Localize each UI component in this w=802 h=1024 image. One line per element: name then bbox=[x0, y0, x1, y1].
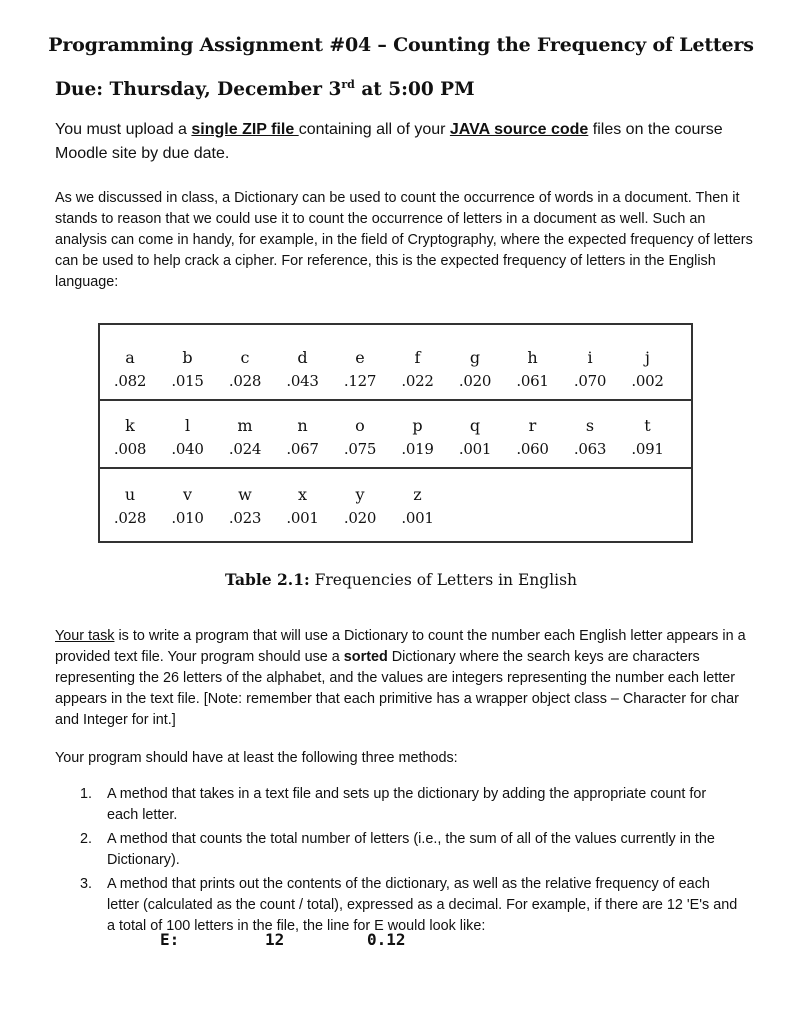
zip-emphasis: single ZIP file bbox=[191, 121, 299, 138]
letter-cell bbox=[277, 411, 329, 467]
letter-label: h bbox=[527, 348, 538, 367]
task-text-2: Dictionary where the search keys are characters representing the 26 letters of the alphabet, and the values are integers representing the number each letter appears in the text file. [Note: remember that each primitive has a wrapper object class – Character for char and Integer for int.] bbox=[55, 649, 739, 728]
letter-label: f bbox=[414, 348, 421, 367]
letter-cell bbox=[104, 343, 156, 399]
letter-frequency: .020 bbox=[458, 372, 492, 390]
letter-label: l bbox=[184, 416, 191, 435]
letter-label: k bbox=[125, 416, 135, 435]
letter-label: a bbox=[125, 348, 135, 367]
due-date-line bbox=[55, 78, 475, 100]
table-row bbox=[100, 343, 691, 401]
letter-cell bbox=[162, 411, 214, 467]
letter-cell bbox=[162, 480, 214, 536]
letter-label: i bbox=[587, 348, 593, 367]
letter-cell bbox=[334, 411, 386, 467]
letter-frequency: .002 bbox=[631, 372, 664, 390]
methods-intro: Your program should have at least the following three methods: bbox=[55, 750, 458, 766]
letter-frequency: .001 bbox=[286, 509, 319, 527]
due-label: Due: bbox=[55, 79, 104, 100]
letter-cell bbox=[507, 343, 559, 399]
letter-cell bbox=[392, 480, 444, 536]
letter-cell bbox=[334, 343, 386, 399]
letter-cell bbox=[277, 343, 329, 399]
letter-cell bbox=[564, 411, 616, 467]
task-lead: Your task bbox=[55, 628, 115, 644]
letter-label: q bbox=[469, 416, 481, 435]
letter-frequency: .023 bbox=[228, 509, 262, 527]
letter-cell bbox=[104, 411, 156, 467]
java-emphasis: JAVA source code bbox=[449, 121, 589, 138]
intro-paragraph: As we discussed in class, a Dictionary can be used to count the occurrence of words in a document. Then it stands to reason that we could use it to count the occurrence of letters in a document as well. Such an analysis can come in handy, for example, in the field of Cryptography, where the expected frequency of letters can be used to help crack a cipher. For reference, this is the expected frequency of letters in the English language: bbox=[55, 190, 753, 290]
letter-frequency: .001 bbox=[401, 509, 434, 527]
method-item bbox=[80, 874, 740, 937]
letter-label: x bbox=[297, 485, 308, 504]
letter-frequency: .020 bbox=[343, 509, 377, 527]
letter-frequency: .127 bbox=[343, 372, 377, 390]
letter-cell bbox=[622, 343, 674, 399]
letter-frequency: .067 bbox=[286, 440, 319, 458]
table-row bbox=[100, 411, 691, 469]
method-number: 3. bbox=[80, 876, 93, 892]
letter-frequency: .061 bbox=[516, 372, 549, 390]
method-text: A method that takes in a text file and sets up the dictionary by adding the appropriate count for each letter. bbox=[107, 786, 707, 823]
due-time: at 5:00 PM bbox=[361, 79, 475, 100]
letter-cell bbox=[219, 480, 271, 536]
letter-label: c bbox=[240, 348, 250, 367]
letter-cell bbox=[564, 343, 616, 399]
letter-frequency: .015 bbox=[171, 372, 204, 390]
letter-label: u bbox=[124, 485, 136, 504]
letter-cell bbox=[622, 411, 674, 467]
letter-label: p bbox=[412, 416, 423, 435]
letter-label: z bbox=[413, 485, 422, 504]
method-number: 2. bbox=[80, 831, 93, 847]
upload-text-1: You must upload a bbox=[55, 121, 192, 138]
table-caption bbox=[0, 570, 802, 589]
letter-label: e bbox=[355, 348, 365, 367]
letter-label: n bbox=[297, 416, 308, 435]
example-frequency: 0.12 bbox=[367, 930, 406, 949]
example-letter: E: bbox=[160, 930, 180, 949]
letter-frequency: .060 bbox=[516, 440, 549, 458]
letter-label: d bbox=[297, 348, 308, 367]
upload-instructions bbox=[55, 118, 755, 166]
letter-label: w bbox=[238, 485, 252, 504]
task-text-1: is to write a program that will use a Dictionary to count the number each English letter appears in a provided text file. Your program should use a bbox=[55, 628, 746, 665]
letter-frequency: .070 bbox=[573, 372, 607, 390]
letter-label: o bbox=[355, 416, 365, 435]
letter-frequency: .010 bbox=[171, 509, 204, 527]
methods-list bbox=[80, 784, 740, 940]
letter-frequency: .028 bbox=[228, 372, 262, 390]
assignment-title: Programming Assignment #04 – Counting the Frequency of Letters bbox=[48, 34, 754, 56]
letter-cell bbox=[334, 480, 386, 536]
letter-frequency-table bbox=[98, 323, 693, 543]
letter-cell bbox=[392, 343, 444, 399]
method-text: A method that counts the total number of letters (i.e., the sum of all of the values currently in the Dictionary). bbox=[107, 831, 715, 868]
letter-frequency: .043 bbox=[286, 372, 319, 390]
letter-label: t bbox=[644, 416, 651, 435]
letter-label: s bbox=[585, 416, 595, 435]
letter-label: b bbox=[182, 348, 193, 367]
method-text: A method that prints out the contents of the dictionary, as well as the relative frequency of each letter (calculated as the count / total), expressed as a decimal. For example, if there are 12 'E's and a total of 100 letters in the file, the line for E would look like: bbox=[107, 876, 738, 934]
upload-text-3: files on the course Moodle site by due date. bbox=[55, 121, 723, 162]
method-item bbox=[80, 829, 740, 871]
letter-label: g bbox=[469, 348, 481, 367]
task-paragraph bbox=[55, 626, 755, 731]
table-row bbox=[100, 480, 691, 538]
letter-frequency: .028 bbox=[113, 509, 147, 527]
letter-frequency: .040 bbox=[171, 440, 204, 458]
letter-cell bbox=[277, 480, 329, 536]
letter-label: v bbox=[182, 485, 193, 504]
caption-label: Table 2.1: bbox=[224, 570, 310, 589]
sorted-emphasis: sorted bbox=[343, 649, 388, 665]
caption-text: Frequencies of Letters in English bbox=[309, 571, 578, 589]
letter-label: m bbox=[237, 416, 253, 435]
letter-label: r bbox=[528, 416, 537, 435]
method-item bbox=[80, 784, 740, 826]
upload-text-2: containing all of your bbox=[298, 121, 450, 138]
letter-frequency: .063 bbox=[573, 440, 607, 458]
letter-frequency: .019 bbox=[401, 440, 434, 458]
letter-frequency: .082 bbox=[113, 372, 147, 390]
letter-cell bbox=[104, 480, 156, 536]
example-count: 12 bbox=[265, 930, 285, 949]
letter-frequency: .075 bbox=[343, 440, 377, 458]
letter-frequency: .022 bbox=[401, 372, 434, 390]
letter-frequency: .008 bbox=[113, 440, 147, 458]
letter-frequency: .001 bbox=[458, 440, 492, 458]
letter-cell bbox=[219, 343, 271, 399]
letter-cell bbox=[449, 343, 501, 399]
letter-cell bbox=[392, 411, 444, 467]
due-day: Thursday, December 3 bbox=[109, 79, 342, 100]
method-number: 1. bbox=[80, 786, 93, 802]
letter-cell bbox=[507, 411, 559, 467]
letter-cell bbox=[449, 411, 501, 467]
due-day-suffix: rd bbox=[341, 78, 355, 91]
letter-cell bbox=[219, 411, 271, 467]
letter-label: j bbox=[645, 348, 650, 367]
letter-label: y bbox=[355, 485, 365, 504]
letter-frequency: .091 bbox=[631, 440, 664, 458]
letter-cell bbox=[162, 343, 214, 399]
letter-frequency: .024 bbox=[228, 440, 262, 458]
